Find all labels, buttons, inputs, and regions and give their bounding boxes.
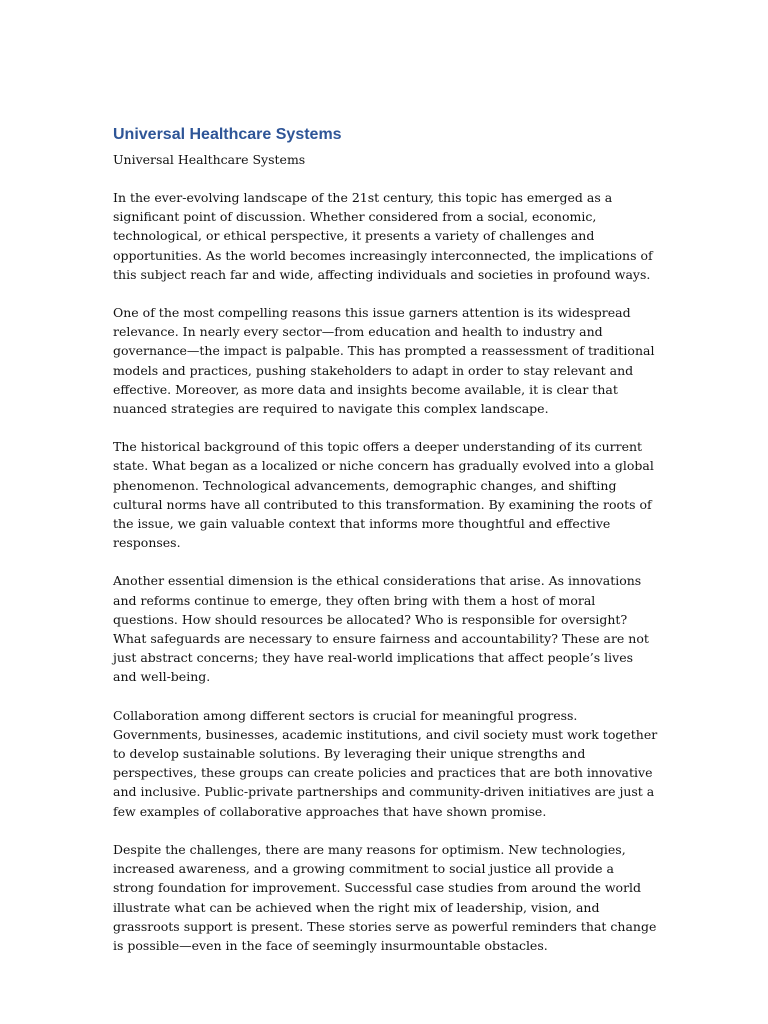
document-title: Universal Healthcare Systems [113, 126, 342, 143]
document-page [113, 124, 658, 974]
paragraph-4: Another essential dimension is the ethical considerations that arise. As innovations and reforms continue to emerge, they often bring with them a host of moral questions. How should resources be allocated? Who is responsible for oversight? What safeguards are necessary to ensure fairness and accountability? These are not just abstract concerns; they have real-world implications that affect people’s lives and well-being. [113, 573, 649, 685]
document-subtitle: Universal Healthcare Systems [113, 152, 306, 167]
paragraph-6: Despite the challenges, there are many reasons for optimism. New technologies, increased awareness, and a growing commitment to social justice all provide a strong foundation for improvement. Successful case studies from around the world illustrate what can be achieved when the right mix of leadership, vision, and grassroots support is present. These stories serve as powerful reminders that change is possible—even in the face of seemingly insurmountable obstacles. [113, 841, 657, 953]
paragraph-3: The historical background of this topic offers a deeper understanding of its current state. What began as a localized or niche concern has gradually evolved into a global phenomenon. Technological advancements, demographic changes, and shifting cultural norms have all contributed to this transformation. By examining the roots of the issue, we gain valuable context that informs more thoughtful and effective responses. [113, 439, 654, 551]
paragraph-1: In the ever-evolving landscape of the 21st century, this topic has emerged as a significant point of discussion. Whether considered from a social, economic, technological, or ethical perspective, it presents a variety of challenges and opportunities. As the world becomes increasingly interconnected, the implications of this subject reach far and wide, affecting individuals and societies in profound ways. [113, 190, 653, 282]
paragraph-5: Collaboration among different sectors is crucial for meaningful progress. Governments, businesses, academic institutions, and civil society must work together to develop sustainable solutions. By leveraging their unique strengths and perspectives, these groups can create policies and practices that are both innovative and inclusive. Public-private partnerships and community-driven initiatives are just a few examples of collaborative approaches that have shown promise. [113, 707, 658, 819]
paragraph-2: One of the most compelling reasons this issue garners attention is its widespread relevance. In nearly every sector—from education and health to industry and governance—the impact is palpable. This has prompted a reassessment of traditional models and practices, pushing stakeholders to adapt in order to stay relevant and effective. Moreover, as more data and insights become available, it is clear that nuanced strategies are required to navigate this complex landscape. [113, 305, 655, 417]
